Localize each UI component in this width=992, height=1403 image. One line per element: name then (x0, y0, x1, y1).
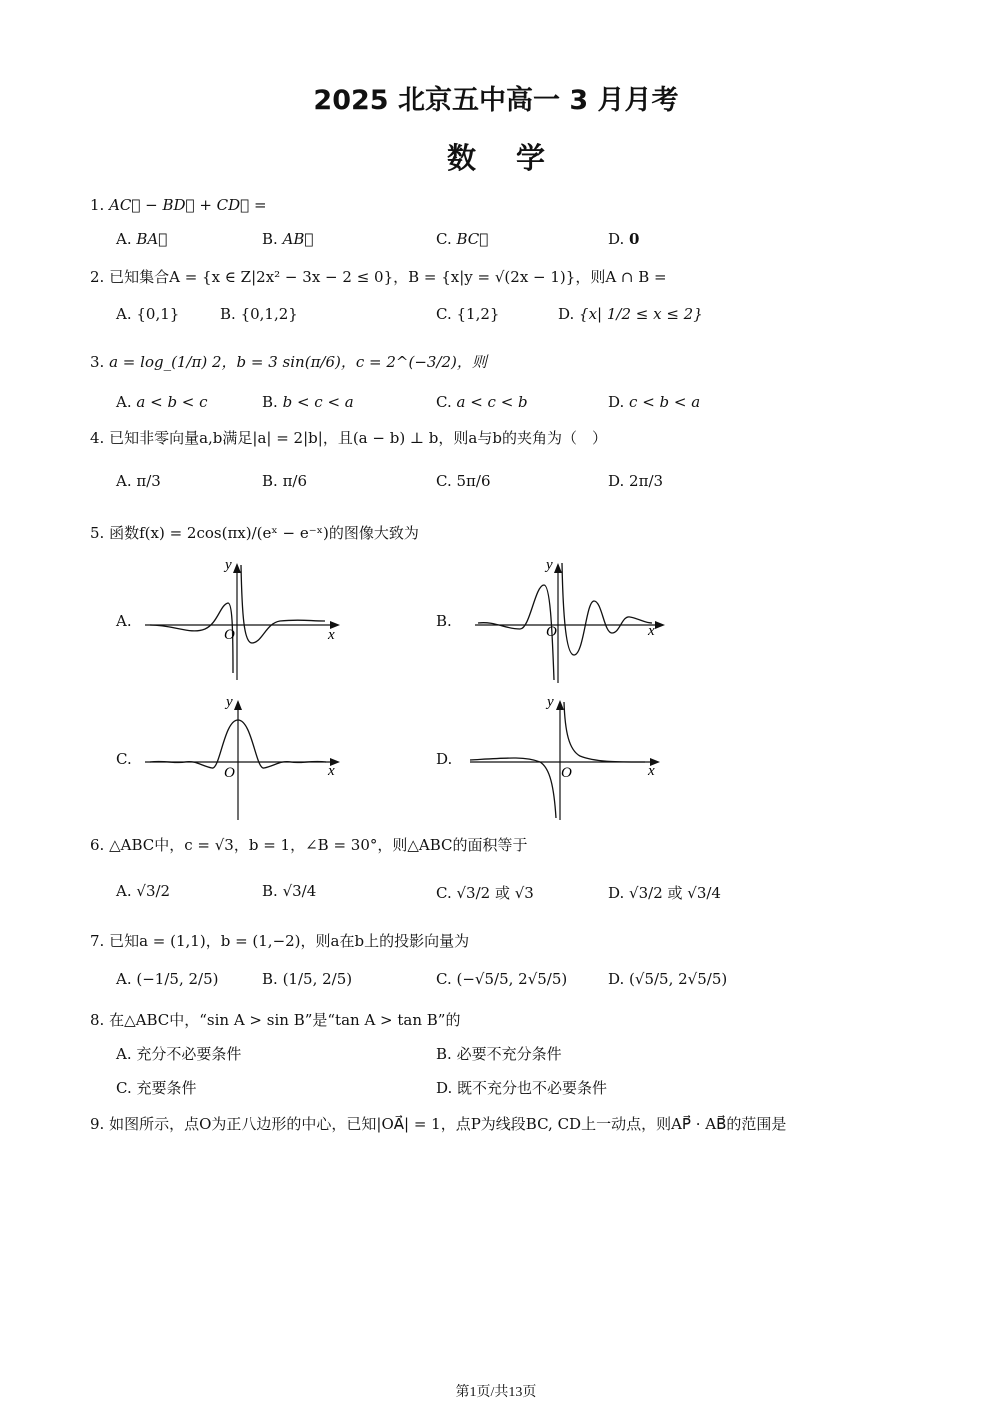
svg-text:x: x (648, 623, 655, 639)
option-b[interactable]: B. 必要不充分条件 (436, 1045, 562, 1063)
svg-text:y: y (546, 557, 553, 573)
options-q7 (0, 970, 992, 996)
option-c[interactable]: C. √3/2 或 √3 (436, 884, 534, 902)
question-stem: 已知非零向量a,b满足|a| = 2|b|，且(a − b) ⊥ b，则a与b的夹角为（ ） (109, 429, 607, 447)
svg-text:O: O (224, 627, 235, 643)
option-b[interactable]: B. π/6 (262, 472, 308, 490)
question-stem: a = log_(1/π) 2，b = 3 sin(π/6)，c = 2^(−3/2)，则 (109, 353, 487, 371)
option-b[interactable]: B. AB⃗ (262, 230, 314, 248)
exam-title: 2025 北京五中高一 3 月月考 (313, 85, 679, 116)
option-d[interactable]: D. 2π/3 (608, 472, 664, 490)
options-q3 (0, 393, 992, 419)
options-q1 (0, 230, 992, 256)
question-number: 7. (90, 932, 105, 950)
option-b[interactable]: B. (1/5, 2/5) (262, 970, 353, 988)
option-c[interactable]: C. BC⃗ (436, 230, 489, 248)
option-d[interactable]: D. 0 (608, 230, 640, 248)
option-d[interactable]: D. c < b < a (608, 393, 701, 411)
svg-text:O: O (561, 765, 572, 781)
svg-text:y: y (226, 694, 233, 710)
option-d[interactable]: D. (436, 750, 453, 768)
option-a[interactable]: A. a < b < c (116, 393, 208, 411)
curve (478, 563, 652, 680)
question-stem: 在△ABC中，“sin A > sin B”是“tan A > tan B”的 (109, 1011, 461, 1029)
question-7 (90, 930, 469, 951)
option-d[interactable]: D. {x| 1/2 ≤ x ≤ 2} (558, 305, 703, 323)
svg-text:O: O (224, 765, 235, 781)
option-a[interactable]: A. BA⃗ (116, 230, 168, 248)
page-footer: 第1页/共13页 (455, 1385, 537, 1400)
options-q2 (0, 305, 992, 331)
question-1 (90, 196, 267, 214)
question-8 (90, 1009, 460, 1030)
svg-text:y: y (547, 694, 554, 710)
question-stem: 已知a = (1,1)，b = (1,−2)，则a在b上的投影向量为 (109, 932, 470, 950)
option-d[interactable]: D. √3/2 或 √3/4 (608, 884, 721, 902)
option-b[interactable]: B. b < c < a (262, 393, 354, 411)
question-number: 8. (90, 1011, 105, 1029)
svg-text:O: O (546, 624, 557, 640)
graph-option-c (140, 692, 360, 822)
question-2 (90, 266, 667, 287)
question-number: 9. (90, 1115, 105, 1133)
graph-option-d (465, 692, 685, 822)
question-number: 5. (90, 524, 105, 542)
option-a[interactable]: A. π/3 (116, 472, 161, 490)
option-c[interactable]: C. 充要条件 (116, 1079, 197, 1097)
option-c[interactable]: C. (116, 750, 132, 768)
option-b[interactable]: B. √3/4 (262, 882, 317, 900)
option-a[interactable]: A. √3/2 (116, 882, 171, 900)
options-q4 (0, 472, 992, 498)
question-5 (90, 522, 419, 543)
option-b[interactable]: B. {0,1,2} (220, 305, 298, 323)
options-q6 (0, 882, 992, 908)
option-c[interactable]: C. {1,2} (436, 305, 500, 323)
option-d[interactable]: D. 既不充分也不必要条件 (436, 1079, 608, 1097)
subject-title: 数学 (446, 141, 585, 175)
option-c[interactable]: C. (−√5/5, 2√5/5) (436, 970, 568, 988)
question-6 (90, 834, 528, 855)
svg-text:x: x (328, 627, 335, 643)
option-c[interactable]: C. 5π/6 (436, 472, 491, 490)
option-a[interactable]: A. (116, 612, 132, 630)
option-b[interactable]: B. (436, 612, 452, 630)
question-stem: 函数f(x) = 2cos(πx)/(eˣ − e⁻ˣ)的图像大致为 (109, 524, 419, 542)
option-a[interactable]: A. 充分不必要条件 (116, 1045, 242, 1063)
question-number: 2. (90, 268, 105, 286)
option-a[interactable]: A. (−1/5, 2/5) (116, 970, 219, 988)
option-d[interactable]: D. (√5/5, 2√5/5) (608, 970, 728, 988)
question-number: 4. (90, 429, 105, 447)
option-c[interactable]: C. a < c < b (436, 393, 528, 411)
question-stem: △ABC中，c = √3，b = 1，∠B = 30°，则△ABC的面积等于 (109, 836, 528, 854)
graph-option-b (470, 555, 690, 685)
question-stem: 已知集合A = {x ∈ Z|2x² − 3x − 2 ≤ 0}，B = {x|y = √(2x − 1)}，则A ∩ B = (109, 268, 667, 286)
option-a[interactable]: A. {0,1} (116, 305, 180, 323)
question-number: 3. (90, 353, 105, 371)
question-3 (90, 351, 487, 372)
question-stem: 如图所示，点O为正八边形的中心，已知|OA⃗| = 1，点P为线段BC, CD上一动点，则AP⃗ · AB⃗的范围是 (109, 1115, 787, 1133)
svg-text:x: x (328, 763, 335, 779)
graph-option-a (140, 555, 360, 685)
question-number: 6. (90, 836, 105, 854)
question-4 (90, 427, 607, 448)
svg-text:x: x (648, 763, 655, 779)
question-number: 1. (90, 196, 105, 214)
curve (470, 702, 645, 818)
svg-text:y: y (225, 557, 232, 573)
question-9 (90, 1113, 786, 1134)
question-stem: AC⃗ − BD⃗ + CD⃗ = (109, 196, 267, 214)
